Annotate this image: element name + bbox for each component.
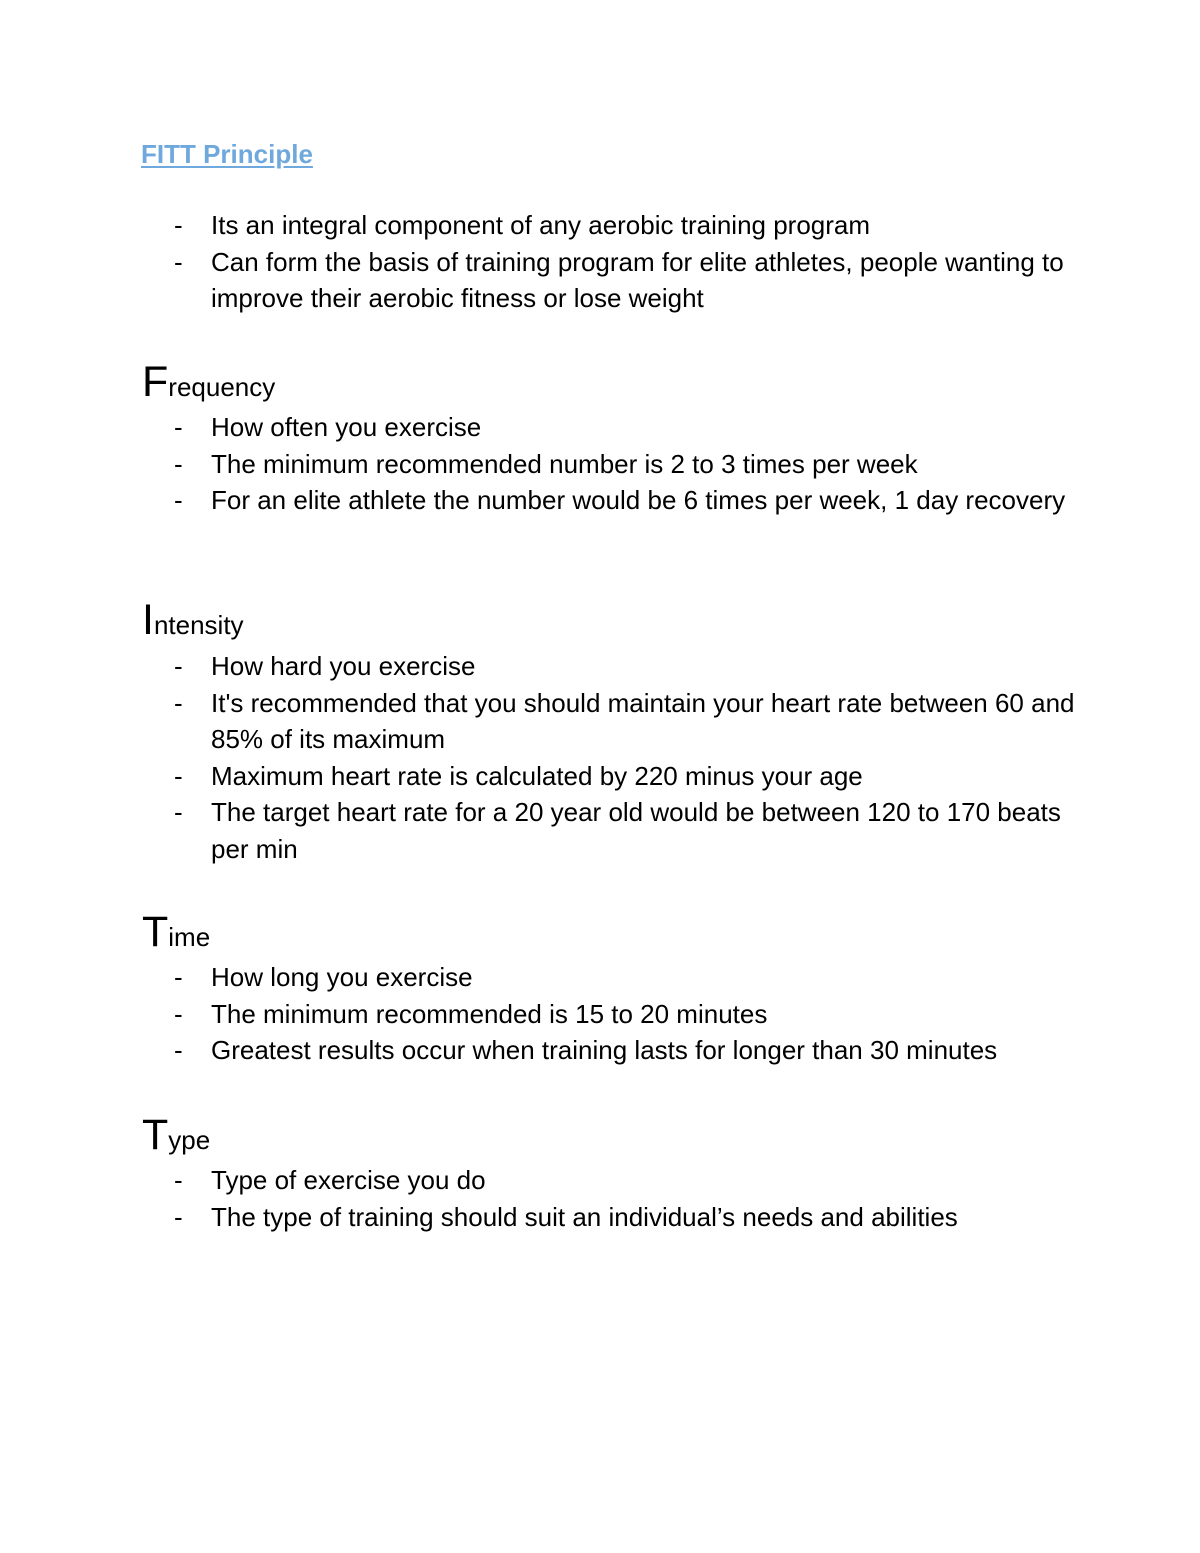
bullet-text: How hard you exercise bbox=[211, 651, 476, 681]
list-item bbox=[0, 996, 1091, 1033]
list-item bbox=[0, 1162, 1091, 1199]
bullet-dash: - bbox=[174, 962, 183, 992]
list-item bbox=[0, 758, 1091, 795]
section-heading-rest: ntensity bbox=[153, 610, 244, 640]
list-item bbox=[0, 482, 1091, 519]
frequency-bullet-list bbox=[0, 409, 1091, 519]
list-item bbox=[0, 207, 1091, 244]
bullet-dash: - bbox=[174, 797, 183, 827]
section-initial: I bbox=[142, 596, 154, 644]
bullet-text: Type of exercise you do bbox=[211, 1165, 486, 1195]
list-item bbox=[0, 794, 1091, 867]
section-initial: T bbox=[142, 1111, 169, 1159]
bullet-dash: - bbox=[174, 1201, 183, 1232]
section-heading-time bbox=[142, 908, 211, 956]
bullet-text: The minimum recommended number is 2 to 3 times per week bbox=[211, 448, 918, 479]
section-heading-type bbox=[142, 1111, 211, 1159]
list-item bbox=[0, 959, 1091, 996]
bullet-dash: - bbox=[174, 998, 183, 1029]
list-item bbox=[0, 409, 1091, 446]
section-heading-intensity bbox=[142, 596, 244, 644]
bullet-text: Greatest results occur when training lasts for longer than 30 minutes bbox=[211, 1035, 998, 1065]
bullet-dash: - bbox=[174, 651, 183, 681]
type-bullet-list bbox=[0, 1162, 1091, 1235]
bullet-dash: - bbox=[174, 687, 183, 718]
bullet-text: How long you exercise bbox=[211, 962, 473, 992]
list-item bbox=[0, 1199, 1091, 1236]
list-item bbox=[0, 244, 1091, 317]
bullet-dash: - bbox=[174, 246, 183, 277]
bullet-dash: - bbox=[174, 485, 183, 515]
section-heading-frequency bbox=[142, 358, 276, 406]
list-item bbox=[0, 446, 1091, 483]
bullet-text: For an elite athlete the number would be 6 times per week, 1 day recovery bbox=[211, 485, 1066, 515]
bullet-dash: - bbox=[174, 760, 183, 791]
bullet-dash: - bbox=[174, 448, 183, 479]
section-initial: F bbox=[142, 358, 169, 406]
bullet-text: The minimum recommended is 15 to 20 minutes bbox=[211, 998, 768, 1029]
bullet-dash: - bbox=[174, 1035, 183, 1065]
bullet-text: Maximum heart rate is calculated by 220 minus your age bbox=[211, 760, 863, 791]
section-heading-rest: ype bbox=[168, 1125, 211, 1155]
bullet-text: It's recommended that you should maintain your heart rate between 60 and 85% of its maximum bbox=[211, 687, 1075, 754]
bullet-dash: - bbox=[174, 210, 183, 240]
bullet-text: Its an integral component of any aerobic training program bbox=[211, 210, 871, 240]
section-heading-rest: ime bbox=[168, 922, 211, 952]
section-heading-rest: requency bbox=[168, 372, 276, 402]
intensity-bullet-list bbox=[0, 648, 1091, 867]
bullet-text: The type of training should suit an individual’s needs and abilities bbox=[211, 1201, 958, 1232]
section-initial: T bbox=[142, 908, 169, 956]
bullet-text: The target heart rate for a 20 year old would be between 120 to 170 beats per min bbox=[211, 797, 1061, 864]
document-title: FITT Principle bbox=[141, 139, 313, 169]
intro-bullet-list bbox=[0, 207, 1091, 317]
bullet-dash: - bbox=[174, 1165, 183, 1195]
bullet-text: Can form the basis of training program for elite athletes, people wanting to improve their aerobic fitness or lose weight bbox=[211, 246, 1064, 313]
bullet-text: How often you exercise bbox=[211, 412, 482, 442]
bullet-dash: - bbox=[174, 412, 183, 442]
list-item bbox=[0, 1032, 1091, 1069]
list-item bbox=[0, 685, 1091, 758]
time-bullet-list bbox=[0, 959, 1091, 1069]
list-item bbox=[0, 648, 1091, 685]
